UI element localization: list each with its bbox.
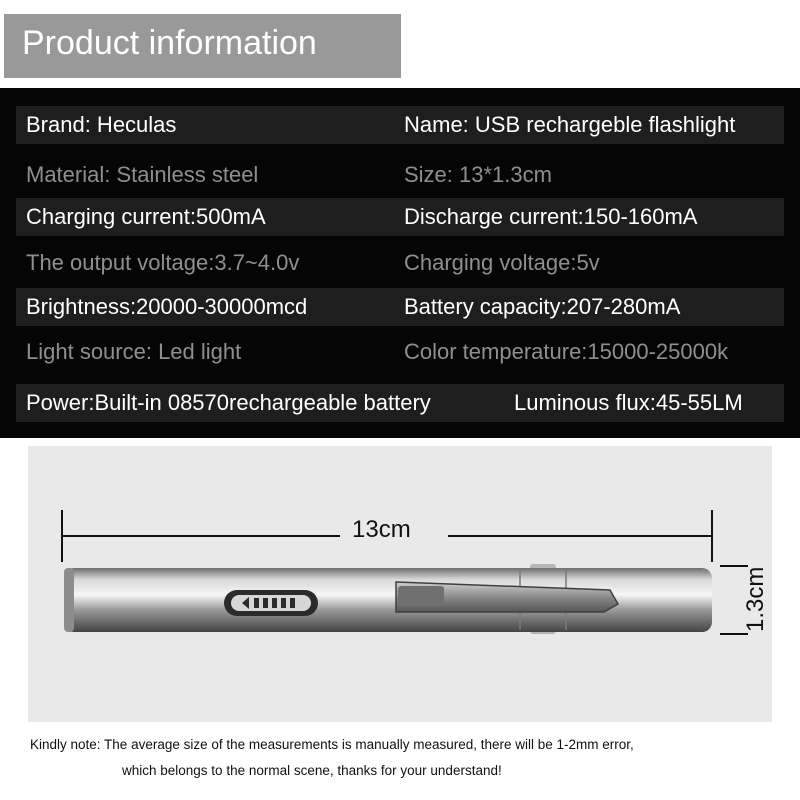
spec-brand: Brand: Heculas (26, 112, 177, 137)
length-label: 13cm (352, 516, 411, 543)
page-title: Product information (22, 24, 317, 62)
diameter-label: 1.3cm (742, 566, 769, 632)
note-line-2: which belongs to the normal scene, thanks for your understand! (122, 763, 502, 778)
spec-battery-capacity: Battery capacity:207-280mA (404, 294, 681, 319)
spec-color-temperature: Color temperature:15000-25000k (404, 339, 729, 364)
battery-indicator-window (224, 590, 318, 616)
spec-charging-voltage: Charging voltage:5v (404, 250, 600, 275)
flashlight-tip (64, 568, 74, 632)
spec-size: Size: 13*1.3cm (404, 162, 552, 187)
spec-power: Power:Built-in 08570rechargeable battery (26, 390, 431, 415)
spec-brightness: Brightness:20000-30000mcd (26, 294, 308, 319)
spec-name: Name: USB rechargeble flashlight (404, 112, 736, 137)
spec-light-source: Light source: Led light (26, 339, 242, 364)
spec-output-voltage: The output voltage:3.7~4.0v (26, 250, 300, 275)
clip-slot (398, 586, 444, 606)
note-line-1: Kindly note: The average size of the measurements is manually measured, there will be 1-2mm error, (30, 737, 634, 752)
spec-charging-current: Charging current:500mA (26, 204, 266, 229)
spec-material: Material: Stainless steel (26, 162, 259, 187)
spec-luminous-flux: Luminous flux:45-55LM (514, 390, 743, 415)
spec-discharge-current: Discharge current:150-160mA (404, 204, 698, 229)
